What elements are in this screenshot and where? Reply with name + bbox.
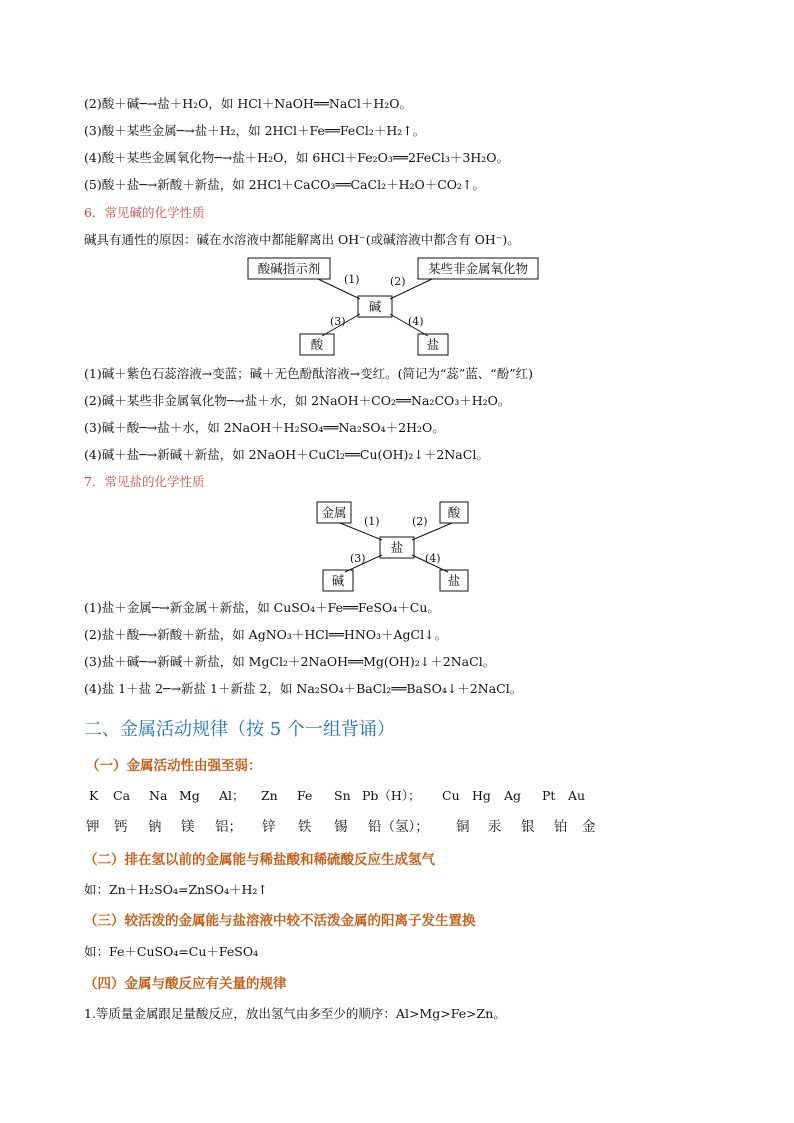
- base-property-3: (3)碱＋酸─→盐＋水，如 2NaOH＋H₂SO₄══Na₂SO₄＋2H₂O。: [84, 420, 445, 435]
- metal-symbol: K: [89, 788, 99, 803]
- salt-num-1: (1): [364, 515, 380, 528]
- salt-num-4: (4): [425, 552, 441, 565]
- metal-sub-1: （一）金属活动性由强至弱：: [86, 758, 262, 774]
- salt-property-2: (2)盐＋酸─→新酸＋新盐，如 AgNO₃＋HCl══HNO₃＋AgCl↓。: [84, 627, 448, 642]
- base-num-2: (2): [390, 275, 406, 288]
- salt-label-top-left: 金属: [321, 505, 347, 520]
- salt-label-bottom-left: 碱: [331, 573, 345, 588]
- acid-property-4: (4)酸＋某些金属氧化物─→盐＋H₂O，如 6HCl＋Fe₂O₃══2FeCl₃＋3H₂O。: [84, 150, 509, 165]
- metal-symbol: Al；: [219, 788, 245, 803]
- base-property-2: (2)碱＋某些非金属氧化物─→盐＋水，如 2NaOH＋CO₂══Na₂CO₃＋H₂O。: [84, 393, 511, 408]
- base-num-4: (4): [408, 315, 424, 328]
- metal-symbol: Mg: [179, 788, 200, 803]
- metal-symbol: Au: [568, 788, 586, 803]
- metal-symbol: Pt: [542, 788, 556, 803]
- salt-label-top-right: 酸: [447, 505, 461, 520]
- salt-num-3: (3): [350, 552, 366, 565]
- metal-sub-3: （三）较活泼的金属能与盐溶液中较不活泼金属的阳离子发生置换: [84, 913, 476, 929]
- metal-name: 钠: [148, 819, 162, 835]
- metal-name: 钾: [86, 819, 100, 835]
- metal-name: 镁: [181, 819, 195, 835]
- metal-name: 铂: [554, 819, 568, 835]
- metal-symbol: Fe: [297, 788, 313, 803]
- base-diagram-labels: [258, 261, 529, 352]
- salt-property-4: (4)盐 1＋盐 2─→新盐 1＋新盐 2，如 Na₂SO₄＋BaCl₂══BaSO₄↓＋2NaCl。: [84, 681, 523, 696]
- base-property-1: (1)碱＋紫色石蕊溶液→变蓝；碱＋无色酚酞溶液→变红。(简记为“蕊”蓝、“酚”红): [84, 366, 533, 381]
- base-label-bottom-left: 酸: [310, 337, 324, 352]
- metal-name: 铝；: [215, 819, 242, 835]
- metal-name: 铅（氢）；: [368, 819, 429, 835]
- base-num-1: (1): [344, 273, 360, 286]
- metal-symbol: Zn: [261, 788, 278, 803]
- metal-name: 金: [582, 819, 596, 835]
- acid-property-2: (2)酸＋碱─→盐＋H₂O，如 HCl＋NaOH══NaCl＋H₂O。: [84, 96, 413, 111]
- metal-sub-2: （二）排在氢以前的金属能与稀盐酸和稀硫酸反应生成氢气: [84, 852, 435, 868]
- metal-symbol: Ag: [504, 788, 522, 803]
- base-label-bottom-right: 盐: [426, 337, 440, 352]
- metal-rule-1: 1.等质量金属跟足量酸反应，放出氢气由多至少的顺序：Al>Mg>Fe>Zn。: [84, 1006, 506, 1021]
- metal-name: 铁: [298, 819, 312, 835]
- base-label-center: 碱: [368, 299, 382, 314]
- metal-symbol: Na: [149, 788, 168, 803]
- salt-label-bottom-right: 盐: [447, 573, 461, 588]
- metal-name: 锌: [262, 819, 276, 835]
- metal-symbol: Pb（H）；: [362, 788, 421, 803]
- salt-property-1: (1)盐＋金属─→新金属＋新盐，如 CuSO₄＋Fe══FeSO₄＋Cu。: [84, 600, 440, 615]
- metal-symbol: Ca: [113, 788, 131, 803]
- base-label-top-left: 酸碱指示剂: [257, 261, 321, 276]
- base-property-4: (4)碱＋盐─→新碱＋新盐，如 2NaOH＋CuCl₂══Cu(OH)₂↓＋2NaCl。: [84, 447, 489, 462]
- metal-name: 锡: [334, 819, 348, 835]
- metal-example-2: 如：Zn＋H₂SO₄=ZnSO₄＋H₂↑: [84, 882, 268, 897]
- metal-symbol: Sn: [334, 788, 351, 803]
- metal-symbol: Cu: [442, 788, 460, 803]
- salt-heading: 7．常见盐的化学性质: [84, 474, 205, 489]
- metal-sub-4: （四）金属与酸反应有关量的规律: [84, 976, 287, 992]
- metal-name: 汞: [488, 819, 502, 835]
- base-heading: 6．常见碱的化学性质: [84, 205, 205, 220]
- metal-section-title: 二、金属活动规律（按 5 个一组背诵）: [84, 719, 395, 740]
- base-intro: 碱具有通性的原因：碱在水溶液中都能解离出 OH⁻(或碱溶液中都含有 OH⁻)。: [84, 232, 520, 247]
- salt-property-3: (3)盐＋碱─→新碱＋新盐，如 MgCl₂＋2NaOH══Mg(OH)₂↓＋2NaCl。: [84, 654, 496, 669]
- acid-property-3: (3)酸＋某些金属─→盐＋H₂，如 2HCl＋Fe══FeCl₂＋H₂↑。: [84, 123, 426, 138]
- base-num-3: (3): [330, 315, 346, 328]
- metal-name: 银: [521, 819, 535, 835]
- salt-label-center: 盐: [390, 540, 404, 555]
- metal-name: 铜: [456, 819, 470, 835]
- metal-symbol: Hg: [472, 788, 491, 803]
- metal-name: 钙: [114, 819, 128, 835]
- metal-example-3: 如：Fe＋CuSO₄=Cu＋FeSO₄: [84, 944, 259, 959]
- base-label-top-right: 某些非金属氧化物: [427, 261, 529, 276]
- salt-num-2: (2): [412, 515, 428, 528]
- acid-property-5: (5)酸＋盐─→新酸＋新盐，如 2HCl＋CaCO₃══CaCl₂＋H₂O＋CO₂↑。: [84, 177, 486, 192]
